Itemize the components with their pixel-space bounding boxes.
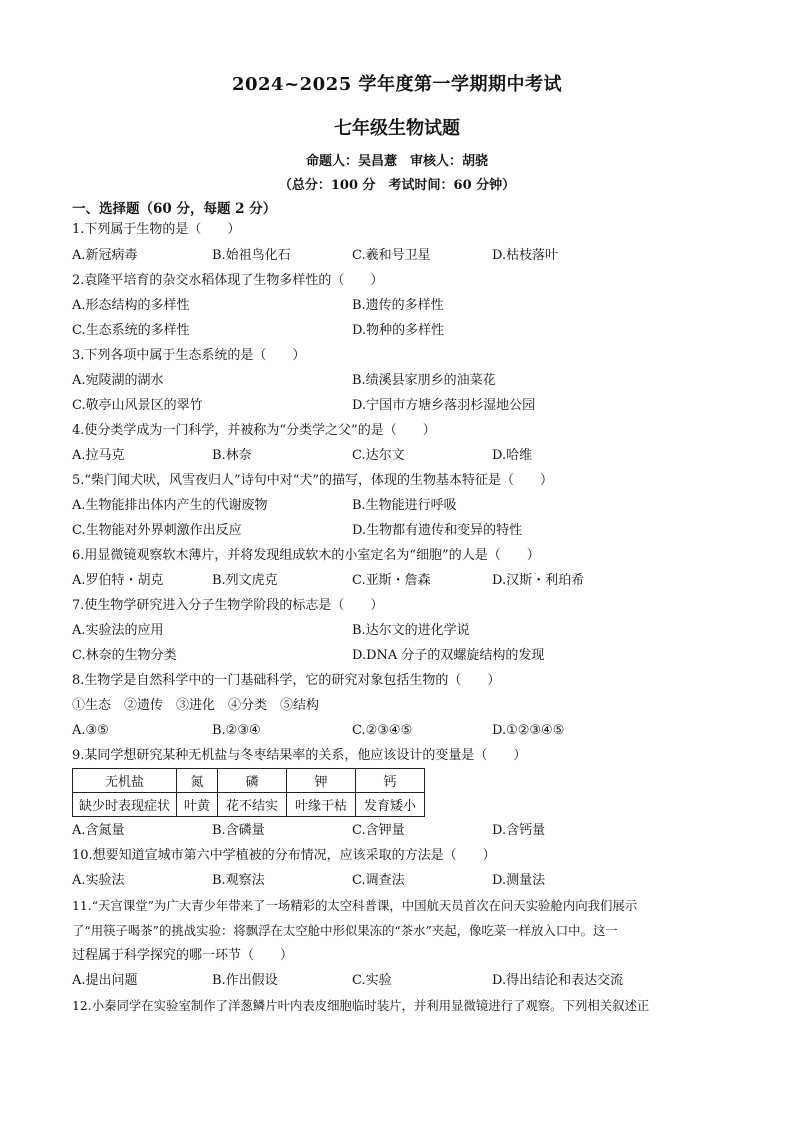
question-1-stem: 1.下列属于生物的是（ ） (72, 222, 241, 237)
question-7-stem: 7.使生物学研究进入分子生物学阶段的标志是（ ） (72, 598, 384, 613)
table-cell: 无机盐 (73, 769, 177, 793)
question-11-option-a: A.提出问题 (72, 973, 138, 988)
question-8-items: ①生态 ②遗传 ③进化 ④分类 ⑤结构 (72, 698, 320, 713)
question-1-option-d: D.枯枝落叶 (492, 248, 559, 263)
table-cell: 发育矮小 (356, 793, 425, 817)
question-3-option-d: D.宁国市方塘乡落羽杉湿地公园 (352, 398, 536, 413)
question-4-option-a: A.拉马克 (72, 448, 125, 463)
table-cell: 叶黄 (177, 793, 218, 817)
question-10-option-d: D.测量法 (492, 873, 546, 888)
question-11-option-b: B.作出假设 (212, 973, 278, 988)
question-5-option-a: A.生物能排出体内产生的代谢废物 (72, 498, 268, 513)
question-10-option-b: B.观察法 (212, 873, 265, 888)
question-4-option-c: C.达尔文 (352, 448, 405, 463)
question-4-option-b: B.林奈 (212, 448, 252, 463)
question-3-option-c: C.敬亭山风景区的翠竹 (72, 398, 203, 413)
question-11-stem-line: 了“用筷子喝茶”的挑战实验：将飘浮在太空舱中形似果冻的“茶水”夹起，像吃菜一样放入口中。这一 (72, 923, 618, 938)
question-8-option-a: A.③⑤ (72, 723, 109, 738)
table-cell: 磷 (218, 769, 287, 793)
table-cell: 氮 (177, 769, 218, 793)
question-7-option-a: A.实验法的应用 (72, 623, 164, 638)
question-8-option-d: D.①②③④⑤ (492, 723, 565, 738)
question-6-option-c: C.亚斯・詹森 (352, 573, 431, 588)
question-4-option-d: D.哈维 (492, 448, 533, 463)
mineral-table (72, 768, 425, 817)
table-cell: 钾 (287, 769, 356, 793)
question-6-option-d: D.汉斯・利珀希 (492, 573, 585, 588)
question-9-option-d: D.含钙量 (492, 823, 546, 838)
question-2-option-a: A.形态结构的多样性 (72, 298, 190, 313)
question-10-stem: 10.想要知道宣城市第六中学植被的分布情况，应该采取的方法是（ ） (72, 848, 496, 863)
table-cell: 花不结实 (218, 793, 287, 817)
question-9-option-c: C.含钾量 (352, 823, 405, 838)
question-1-option-c: C.羲和号卫星 (352, 248, 431, 263)
question-1-option-b: B.始祖鸟化石 (212, 248, 291, 263)
question-2-option-b: B.遗传的多样性 (352, 298, 444, 313)
table-cell: 叶缘干枯 (287, 793, 356, 817)
question-6-stem: 6.用显微镜观察软木薄片，并将发现组成软木的小室定名为“细胞”的人是（ ） (72, 548, 540, 563)
question-9-option-a: A.含氮量 (72, 823, 125, 838)
question-6-option-b: B.列文虎克 (212, 573, 278, 588)
exam-authors: 命题人：吴昌薏 审核人：胡骁 (305, 154, 488, 169)
question-10-option-c: C.调查法 (352, 873, 405, 888)
exam-subtitle: 七年级生物试题 (334, 118, 460, 139)
question-2-option-c: C.生态系统的多样性 (72, 323, 190, 338)
table-row (73, 793, 425, 817)
section-heading: 一、选择题（60 分，每题 2 分） (72, 201, 277, 217)
question-1-option-a: A.新冠病毒 (72, 248, 138, 263)
question-10-option-a: A.实验法 (72, 873, 125, 888)
question-8-option-b: B.②③④ (212, 723, 261, 738)
table-cell: 缺少时表现症状 (73, 793, 177, 817)
question-3-option-b: B.绩溪县家朋乡的油菜花 (352, 373, 496, 388)
question-3-option-a: A.宛陵湖的湖水 (72, 373, 164, 388)
question-9-stem: 9.某同学想研究某种无机盐与冬枣结果率的关系，他应该设计的变量是（ ） (72, 748, 527, 763)
question-4-stem: 4.使分类学成为一门科学，并被称为“分类学之父”的是（ ） (72, 423, 436, 438)
question-8-option-c: C.②③④⑤ (352, 723, 413, 738)
question-9-option-b: B.含磷量 (212, 823, 265, 838)
table-header-row (73, 769, 425, 793)
question-5-stem: 5.“柴门闻犬吠，风雪夜归人”诗句中对“犬”的描写，体现的生物基本特征是（ ） (72, 473, 553, 488)
question-11-stem-line: 过程属于科学探究的哪一环节（ ） (72, 948, 294, 963)
question-6-option-a: A.罗伯特・胡克 (72, 573, 164, 588)
question-5-option-b: B.生物能进行呼吸 (352, 498, 457, 513)
question-12-stem: 12.小秦同学在实验室制作了洋葱鳞片叶内表皮细胞临时装片，并利用显微镜进行了观察。下列相关叙述正 (72, 998, 650, 1013)
question-5-option-c: C.生物能对外界刺激作出反应 (72, 523, 242, 538)
question-7-option-c: C.林奈的生物分类 (72, 648, 177, 663)
table-cell: 钙 (356, 769, 425, 793)
question-11-stem-line: 11.“天宫课堂”为广大青少年带来了一场精彩的太空科普课，中国航天员首次在问天实验舱内向我们展示 (72, 898, 638, 913)
question-11-option-d: D.得出结论和表达交流 (492, 973, 624, 988)
question-2-stem: 2.袁隆平培育的杂交水稻体现了生物多样性的（ ） (72, 273, 384, 288)
question-11-option-c: C.实验 (352, 973, 392, 988)
question-3-stem: 3.下列各项中属于生态系统的是（ ） (72, 348, 306, 363)
question-7-option-d: D.DNA 分子的双螺旋结构的发现 (352, 648, 545, 663)
question-2-option-d: D.物种的多样性 (352, 323, 445, 338)
question-8-stem: 8.生物学是自然科学中的一门基础科学，它的研究对象包括生物的（ ） (72, 673, 501, 688)
exam-title: 2024~2025 学年度第一学期期中考试 (231, 74, 563, 95)
question-5-option-d: D.生物都有遗传和变异的特性 (352, 523, 523, 538)
exam-info: （总分：100 分 考试时间：60 分钟） (278, 178, 516, 193)
question-7-option-b: B.达尔文的进化学说 (352, 623, 470, 638)
